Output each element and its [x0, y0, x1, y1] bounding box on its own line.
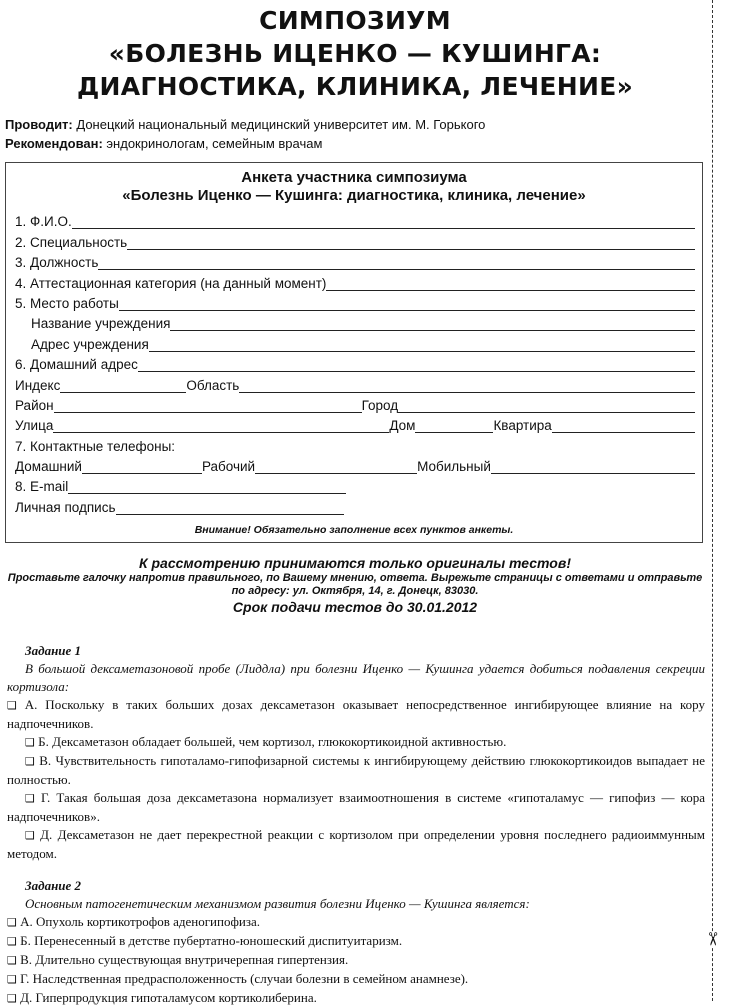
symposium-title — [5, 4, 705, 103]
field-label: Город — [361, 397, 399, 413]
field-label: Мобильный — [417, 459, 491, 475]
field-category — [15, 270, 695, 290]
field-position — [15, 250, 695, 270]
field-name — [15, 209, 695, 229]
task-title: Задание 1 — [25, 643, 82, 658]
field-label: 6. Домашний адрес — [15, 357, 138, 373]
field-label: Рабочий — [201, 459, 256, 475]
option-text: Б. Перенесенный в детстве пубертатно-юношеский диспитуитаризм. — [16, 933, 403, 948]
title-line: «БОЛЕЗНЬ ИЦЕНКО — КУШИНГА: — [108, 39, 602, 68]
option-text: В. Длительно существующая внутричерепная гипертензия. — [16, 952, 349, 967]
fill-line[interactable] — [98, 255, 695, 270]
field-org-name — [15, 311, 695, 331]
field-label: Домашний — [15, 459, 82, 475]
field-label: Дом — [389, 418, 416, 434]
notice-address: по адресу: ул. Октября, 14, г. Донецк, 83030. — [231, 585, 479, 597]
fill-line[interactable] — [82, 459, 202, 474]
conductor-label: Проводит: — [5, 117, 73, 132]
checkbox-icon[interactable]: ❑ — [7, 916, 17, 929]
fill-line[interactable] — [53, 418, 389, 433]
option-text: А. Опухоль кортикотрофов аденогипофиза. — [16, 914, 261, 929]
checkbox-icon[interactable]: ❑ — [7, 699, 17, 712]
fill-line[interactable] — [398, 398, 695, 413]
answer-option[interactable] — [7, 989, 705, 1008]
task-1 — [7, 642, 705, 863]
fill-line[interactable] — [116, 500, 344, 515]
fill-line[interactable] — [119, 296, 695, 311]
checkbox-icon[interactable]: ❑ — [25, 792, 35, 805]
fill-line[interactable] — [255, 459, 417, 474]
field-label: 1. Ф.И.О. — [15, 214, 72, 230]
field-specialty — [15, 229, 695, 249]
checkbox-icon[interactable]: ❑ — [25, 736, 35, 749]
option-text: Д. Гиперпродукция гипоталамусом кортиколиберина. — [16, 990, 317, 1005]
task-title: Задание 2 — [25, 878, 82, 893]
field-home-address — [15, 352, 695, 372]
field-work — [15, 291, 695, 311]
field-label: Адрес учреждения — [31, 336, 149, 352]
answer-option[interactable] — [7, 970, 705, 989]
checkbox-icon[interactable]: ❑ — [7, 954, 17, 967]
checkbox-icon[interactable]: ❑ — [25, 755, 35, 768]
conductor-row — [5, 115, 705, 134]
form-fields — [15, 209, 695, 515]
answer-option[interactable] — [7, 733, 705, 752]
checkbox-icon[interactable]: ❑ — [7, 935, 17, 948]
checkbox-icon[interactable]: ❑ — [7, 973, 17, 986]
task-question: Основным патогенетическим механизмом развития болезни Иценко — Кушинга является: — [25, 896, 530, 911]
option-text: В. Чувствительность гипоталамо-гипофизарной системы к ингибирующему действию глюкокортикоидов выпадает не полностью. — [7, 753, 705, 787]
field-label: 2. Специальность — [15, 234, 128, 250]
field-label: 5. Место работы — [15, 295, 119, 311]
fill-line[interactable] — [239, 378, 695, 393]
form-note: Внимание! Обязательно заполнение всех пунктов анкеты. — [194, 524, 514, 536]
fill-line[interactable] — [491, 459, 695, 474]
symposium-meta — [5, 115, 705, 153]
option-text: Д. Дексаметазон не дает перекрестной реакции с кортизолом при определении уровня последнего радиоиммунным методом. — [7, 827, 705, 861]
page — [5, 0, 705, 1008]
cut-line — [712, 0, 713, 1001]
title-line: ДИАГНОСТИКА, КЛИНИКА, ЛЕЧЕНИЕ» — [76, 72, 634, 101]
fill-line[interactable] — [326, 276, 695, 291]
option-text: Б. Дексаметазон обладает большей, чем кортизол, глюкокортикоидной активностью. — [34, 734, 507, 749]
fill-line[interactable] — [60, 378, 186, 393]
field-label: Область — [186, 377, 240, 393]
field-index-region — [15, 372, 695, 392]
recommended-value: эндокринологам, семейным врачам — [102, 136, 323, 151]
field-email — [15, 474, 695, 494]
field-label: 4. Аттестационная категория (на данный момент) — [15, 275, 327, 291]
form-title — [6, 169, 702, 205]
answer-option[interactable] — [7, 932, 705, 951]
answer-option[interactable] — [7, 789, 705, 826]
scissors-icon: ✂ — [702, 931, 723, 947]
task-question: В большой дексаметазоновой пробе (Лиддла) при болезни Иценко — Кушинга удается добиться подавления секреции кортизола: — [7, 661, 705, 694]
notice-originals: К рассмотрению принимаются только оригиналы тестов! — [139, 555, 571, 571]
field-label: Название учреждения — [31, 316, 171, 332]
form-title-line: Анкета участника симпозиума — [241, 169, 467, 186]
fill-line[interactable] — [72, 214, 695, 229]
field-label: 8. E-mail — [15, 479, 69, 495]
fill-line[interactable] — [415, 418, 493, 433]
fill-line[interactable] — [552, 418, 695, 433]
answer-option[interactable] — [7, 752, 705, 789]
fill-line[interactable] — [170, 316, 695, 331]
option-text: А. Поскольку в таких больших дозах дексаметазон оказывает непосредственное ингибирующее влияние на кору надпочечников. — [7, 697, 705, 731]
notice-deadline: Срок подачи тестов до 30.01.2012 — [232, 599, 478, 615]
field-district-city — [15, 393, 695, 413]
fill-line[interactable] — [54, 398, 362, 413]
field-label: Район — [15, 397, 54, 413]
field-label: Индекс — [15, 377, 61, 393]
answer-option[interactable] — [7, 696, 705, 733]
field-street-house-apt — [15, 413, 695, 433]
notice-instructions: Проставьте галочку напротив правильного, по Вашему мнению, ответа. Вырежьте страницы с ответами и отправьте — [7, 572, 703, 584]
field-label: 7. Контактные телефоны: — [15, 438, 176, 454]
field-signature — [15, 494, 695, 514]
title-line: СИМПОЗИУМ — [259, 6, 451, 35]
field-label: 3. Должность — [15, 255, 99, 271]
option-text: Г. Такая большая доза дексаметазона нормализует взаимоотношения в системе «гипоталамус — гипофиз — кора надпочечников». — [7, 790, 705, 824]
field-phones — [15, 433, 695, 453]
option-text: Г. Наследственная предрасположенность (случаи болезни в семейном анамнезе). — [16, 971, 469, 986]
field-phone-numbers — [15, 454, 695, 474]
conductor-value: Донецкий национальный медицинский университет им. М. Горького — [72, 117, 486, 132]
fill-line[interactable] — [138, 357, 695, 372]
field-org-address — [15, 331, 695, 351]
fill-line[interactable] — [127, 235, 695, 250]
field-label: Квартира — [493, 418, 552, 434]
answer-option[interactable] — [7, 826, 705, 863]
answer-option[interactable] — [7, 913, 705, 932]
checkbox-icon[interactable]: ❑ — [25, 829, 35, 842]
recommended-label: Рекомендован: — [5, 136, 103, 151]
participant-form — [5, 162, 703, 543]
field-label: Улица — [15, 418, 54, 434]
field-label: Личная подпись — [15, 499, 116, 515]
task-2 — [7, 877, 705, 1008]
form-title-line: «Болезнь Иценко — Кушинга: диагностика, клиника, лечение» — [122, 187, 586, 204]
fill-line[interactable] — [149, 337, 695, 352]
answer-option[interactable] — [7, 951, 705, 970]
recommended-row — [5, 134, 705, 153]
checkbox-icon[interactable]: ❑ — [7, 992, 17, 1005]
fill-line[interactable] — [68, 479, 346, 494]
